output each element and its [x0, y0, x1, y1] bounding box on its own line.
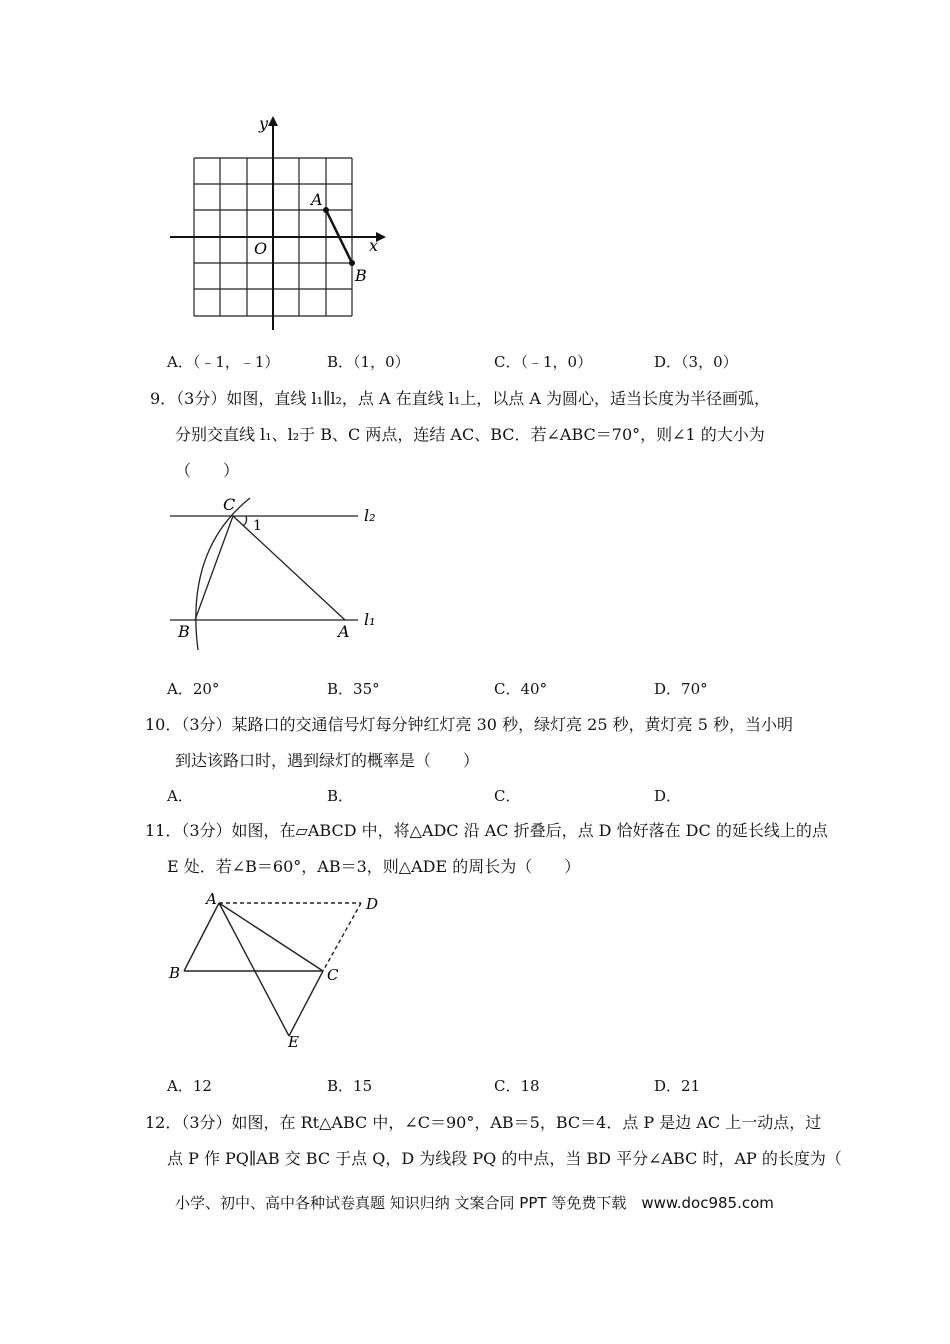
- q9-option-a: A．20°: [167, 680, 220, 698]
- q8-coordinate-figure: [150, 110, 400, 340]
- angle-1-arc: [243, 516, 247, 526]
- origin-label: O: [254, 239, 268, 258]
- line-l2-label: l₂: [364, 506, 376, 525]
- q8-option-d: D．（3，0）: [654, 353, 738, 371]
- point-a-label: A: [338, 622, 350, 641]
- q9-option-d: D．70°: [654, 680, 708, 698]
- q8-option-b: B．（1，0）: [327, 353, 410, 371]
- segment-dc-dashed: [323, 903, 361, 971]
- page-footer: 小学、初中、高中各种试卷真题 知识归纳 文案合同 PPT 等免费下载 www.doc985.com: [175, 1194, 774, 1212]
- q11-option-a: A．12: [167, 1077, 212, 1095]
- segment-ae: [219, 903, 289, 1036]
- y-axis-label: y: [259, 114, 269, 133]
- angle-1-label: 1: [253, 518, 262, 534]
- q11-figure: [160, 888, 400, 1053]
- segment-ab: [184, 903, 219, 971]
- q11-option-c: C．18: [494, 1077, 540, 1095]
- q10-stem: [145, 715, 835, 775]
- q12-line-1: 12．（3分）如图，在 Rt△ABC 中，∠C＝90°，AB＝5，BC＝4．点 P 是边 AC 上一动点，过: [145, 1113, 822, 1132]
- point-b-label: B: [169, 964, 181, 982]
- q9-option-c: C．40°: [494, 680, 548, 698]
- q10-option-a: A．: [167, 787, 193, 805]
- q9-line-3: （ ）: [175, 461, 240, 480]
- q10-option-c: C．: [494, 787, 521, 805]
- compass-arc: [196, 498, 250, 650]
- point-c-label: C: [327, 966, 339, 984]
- point-c-label: C: [223, 495, 236, 514]
- y-axis-arrow: [268, 116, 278, 126]
- q12-line-2: 点 P 作 PQ∥AB 交 BC 于点 Q，D 为线段 PQ 的中点，当 BD 平分∠ABC 时，AP 的长度为（: [167, 1149, 842, 1168]
- q9-line-1: 9．（3分）如图，直线 l₁∥l₂，点 A 在直线 l₁上，以点 A 为圆心，适当长度为半径画弧，: [150, 389, 770, 408]
- q9-line-2: 分别交直线 l₁、l₂于 B、C 两点，连结 AC、BC．若∠ABC＝70°，则∠1 的大小为: [175, 425, 765, 444]
- q9-stem: [150, 389, 830, 489]
- segment-ac: [219, 903, 323, 971]
- q8-option-a: A．（﹣1，﹣1）: [167, 353, 280, 371]
- q11-stem: [145, 821, 835, 881]
- segment-ce: [289, 971, 323, 1036]
- q8-option-c: C．（﹣1，0）: [494, 353, 593, 371]
- q11-option-d: D．21: [654, 1077, 701, 1095]
- point-a-label: A: [311, 190, 323, 209]
- q10-line-2: 到达该路口时，遇到绿灯的概率是（ ）: [175, 751, 480, 770]
- q9-option-b: B．35°: [327, 680, 380, 698]
- point-a-label: A: [206, 890, 217, 908]
- q10-option-b: B．: [327, 787, 354, 805]
- segment-ca: [233, 516, 345, 620]
- point-b-label: B: [355, 266, 367, 285]
- x-axis-label: x: [369, 236, 379, 255]
- point-d-label: D: [366, 895, 379, 913]
- q9-figure: [160, 490, 400, 660]
- q12-stem: [145, 1113, 845, 1173]
- point-a: [323, 207, 329, 213]
- q11-option-b: B．15: [327, 1077, 373, 1095]
- q11-line-2: E 处．若∠B＝60°，AB＝3，则△ADE 的周长为（ ）: [167, 857, 581, 876]
- point-b-label: B: [178, 622, 190, 641]
- segment-bc: [195, 516, 233, 620]
- q11-line-1: 11．（3分）如图，在▱ABCD 中，将△ADC 沿 AC 折叠后，点 D 恰好落在 DC 的延长线上的点: [145, 821, 828, 840]
- q10-line-1: 10．（3分）某路口的交通信号灯每分钟红灯亮 30 秒，绿灯亮 25 秒，黄灯亮 5 秒，当小明: [145, 715, 793, 734]
- q10-option-d: D．: [654, 787, 682, 805]
- point-e-label: E: [288, 1033, 299, 1051]
- line-l1-label: l₁: [364, 610, 376, 629]
